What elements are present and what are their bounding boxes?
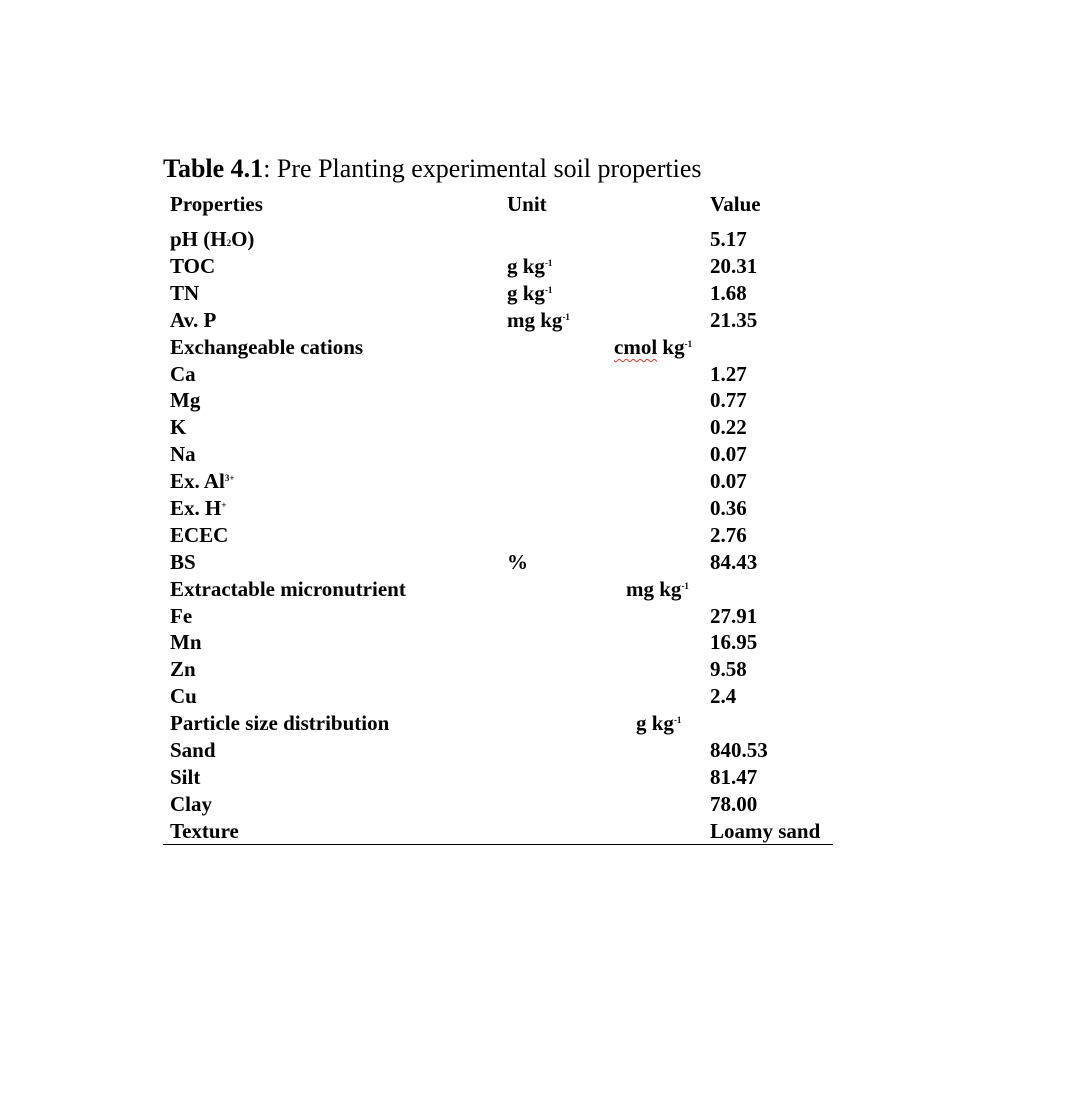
- value-cell: 21.35: [710, 308, 758, 332]
- property-cell: Ca: [170, 362, 196, 386]
- value-cell: 0.36: [710, 496, 747, 520]
- table-row: [0, 307, 1080, 334]
- unit-cell: [614, 334, 692, 361]
- property-superscript: 3+: [224, 473, 235, 483]
- section-label: Exchangeable cations: [170, 335, 364, 359]
- value-cell: 0.07: [710, 469, 747, 493]
- table-row: [0, 387, 1080, 414]
- property-cell: Zn: [170, 657, 196, 681]
- value-cell: 78.00: [710, 792, 758, 816]
- property-cell: Av. P: [170, 308, 217, 332]
- table-caption-text: : Pre Planting experimental soil properties: [263, 154, 702, 183]
- unit-exponent: -1: [562, 312, 570, 322]
- property-cell: Fe: [170, 604, 193, 628]
- unit-text: mg kg: [626, 577, 682, 601]
- property-cell: Sand: [170, 738, 216, 762]
- table-caption: [163, 153, 701, 185]
- value-cell: 27.91: [710, 604, 758, 628]
- table-row: [0, 441, 1080, 468]
- unit-cell: [507, 253, 552, 280]
- header-properties: Properties: [170, 192, 263, 216]
- table-row: [0, 522, 1080, 549]
- property-cell: K: [170, 415, 187, 439]
- unit-exponent: -1: [544, 258, 553, 268]
- table-row: [0, 253, 1080, 280]
- unit-exponent: -1: [673, 715, 682, 725]
- value-cell: 2.76: [710, 523, 747, 547]
- property-superscript: +: [221, 500, 227, 510]
- spellcheck-underlined-word: cmol: [614, 335, 658, 359]
- property-text-tail: O): [231, 227, 255, 251]
- unit-cell: [507, 280, 552, 307]
- value-cell: 840.53: [710, 738, 768, 762]
- unit-exponent: -1: [681, 581, 689, 591]
- table-section-row: [0, 576, 1080, 603]
- unit-cell: %: [507, 550, 528, 574]
- header-value: Value: [710, 192, 761, 216]
- section-label: Particle size distribution: [170, 711, 390, 735]
- value-cell: 9.58: [710, 657, 747, 681]
- property-cell: TOC: [170, 254, 216, 278]
- table-section-row: [0, 334, 1080, 361]
- value-cell: 1.68: [710, 281, 747, 305]
- unit-cell: [507, 307, 570, 334]
- value-cell: 0.22: [710, 415, 747, 439]
- table-row: [0, 683, 1080, 710]
- property-text: pH (H: [170, 227, 227, 251]
- property-cell: Texture: [170, 819, 239, 843]
- unit-cell: [626, 576, 689, 603]
- property-text: Ex. Al: [170, 469, 225, 493]
- property-text: Ex. H: [170, 496, 222, 520]
- unit-text: g kg: [507, 254, 545, 278]
- property-cell: Clay: [170, 792, 212, 816]
- header-unit: Unit: [507, 192, 547, 216]
- table-row: [0, 603, 1080, 630]
- table-row: [0, 656, 1080, 683]
- value-cell: 84.43: [710, 550, 758, 574]
- value-cell: 16.95: [710, 630, 758, 654]
- table-row: [0, 629, 1080, 656]
- property-cell: TN: [170, 281, 200, 305]
- table-row: [0, 414, 1080, 441]
- unit-text: mg kg: [507, 308, 563, 332]
- property-cell: Cu: [170, 684, 197, 708]
- unit-exponent: -1: [544, 285, 553, 295]
- property-cell: Mg: [170, 388, 201, 412]
- value-cell: 0.07: [710, 442, 747, 466]
- value-cell: 5.17: [710, 227, 747, 251]
- unit-text: kg: [657, 335, 685, 359]
- table-caption-label: Table 4.1: [163, 154, 264, 183]
- unit-text: g kg: [636, 711, 674, 735]
- property-cell: Mn: [170, 630, 202, 654]
- table-row: [0, 495, 1080, 522]
- table-row: [0, 791, 1080, 818]
- property-cell: Na: [170, 442, 196, 466]
- value-cell: 81.47: [710, 765, 758, 789]
- value-cell: Loamy sand: [710, 819, 821, 843]
- value-cell: 1.27: [710, 362, 747, 386]
- property-cell: [170, 226, 254, 253]
- table-row: [0, 226, 1080, 253]
- table-row: [0, 549, 1080, 576]
- property-cell: Silt: [170, 765, 201, 789]
- table-bottom-rule: [163, 844, 833, 845]
- property-subscript: 2: [226, 238, 232, 248]
- unit-cell: [636, 710, 681, 737]
- table-row: [0, 468, 1080, 495]
- value-cell: 20.31: [710, 254, 758, 278]
- table-row: [0, 764, 1080, 791]
- unit-text: g kg: [507, 281, 545, 305]
- table-row: [0, 280, 1080, 307]
- table-section-row: [0, 710, 1080, 737]
- property-cell: BS: [170, 550, 196, 574]
- value-cell: 0.77: [710, 388, 747, 412]
- value-cell: 2.4: [710, 684, 737, 708]
- property-cell: [170, 468, 235, 495]
- section-label: Extractable micronutrient: [170, 577, 406, 601]
- table-row: [0, 361, 1080, 388]
- table-header-row: [0, 191, 1080, 218]
- unit-exponent: -1: [684, 339, 693, 349]
- property-cell: ECEC: [170, 523, 229, 547]
- property-cell: [170, 495, 226, 522]
- table-row: [0, 818, 1080, 845]
- table-row: [0, 737, 1080, 764]
